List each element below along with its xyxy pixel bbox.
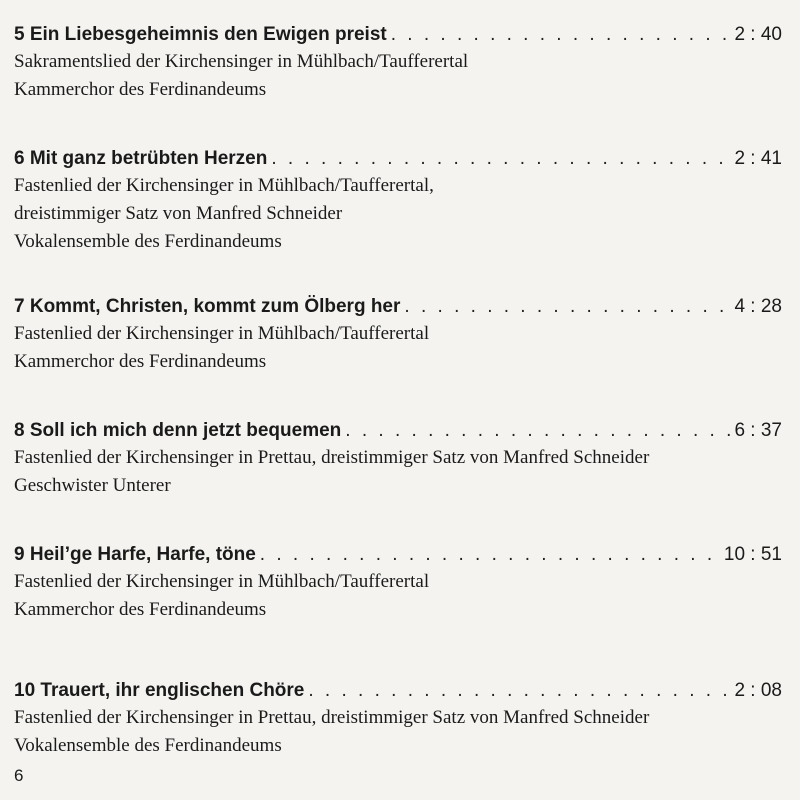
track-duration: 6 : 37 — [734, 420, 782, 441]
track-arrangement: dreistimmiger Satz von Manfred Schneider — [14, 203, 343, 224]
track-performer: Vokalensemble des Ferdinandeums — [14, 231, 282, 252]
track-title-line — [14, 418, 782, 444]
track-title: 7 Kommt, Christen, kommt zum Ölberg her — [14, 296, 401, 317]
dot-leader — [260, 542, 720, 568]
track-performer: Vokalensemble des Ferdinandeums — [14, 735, 282, 756]
page-number: 6 — [14, 766, 24, 785]
track-8 — [14, 418, 782, 500]
track-5 — [14, 22, 782, 104]
track-9 — [14, 542, 782, 624]
dot-leader — [345, 418, 730, 444]
track-10 — [14, 678, 782, 760]
track-title: 9 Heil’ge Harfe, Harfe, töne — [14, 544, 256, 565]
track-title: 8 Soll ich mich denn jetzt bequemen — [14, 420, 342, 441]
track-performer: Kammerchor des Ferdinandeums — [14, 599, 267, 620]
track-description: Fastenlied der Kirchensinger in Mühlbach/Taufferertal, — [14, 175, 434, 196]
track-description: Fastenlied der Kirchensinger in Mühlbach/Taufferertal — [14, 571, 430, 592]
track-7 — [14, 294, 782, 376]
track-description: Sakramentslied der Kirchensinger in Mühlbach/Taufferertal — [14, 51, 469, 72]
track-description: Fastenlied der Kirchensinger in Mühlbach/Taufferertal — [14, 323, 430, 344]
track-6 — [14, 146, 782, 256]
dot-leader — [391, 22, 731, 48]
dot-leader — [308, 678, 730, 704]
track-performer: Kammerchor des Ferdinandeums — [14, 351, 267, 372]
track-title-line — [14, 542, 782, 568]
track-duration: 2 : 08 — [734, 680, 782, 701]
track-duration: 10 : 51 — [723, 544, 782, 565]
track-title-line — [14, 22, 782, 48]
track-performer: Kammerchor des Ferdinandeums — [14, 79, 267, 100]
track-duration: 2 : 41 — [734, 148, 782, 169]
track-performer: Geschwister Unterer — [14, 475, 171, 496]
track-title: 6 Mit ganz betrübten Herzen — [14, 148, 268, 169]
track-title: 10 Trauert, ihr englischen Chöre — [14, 680, 305, 701]
track-description: Fastenlied der Kirchensinger in Prettau, dreistimmiger Satz von Manfred Schneider — [14, 447, 650, 468]
dot-leader — [404, 294, 730, 320]
track-title-line — [14, 294, 782, 320]
track-duration: 4 : 28 — [734, 296, 782, 317]
track-description: Fastenlied der Kirchensinger in Prettau, dreistimmiger Satz von Manfred Schneider — [14, 707, 650, 728]
dot-leader — [271, 146, 730, 172]
track-title: 5 Ein Liebesgeheimnis den Ewigen preist — [14, 24, 387, 45]
track-duration: 2 : 40 — [734, 24, 782, 45]
track-title-line — [14, 678, 782, 704]
track-title-line — [14, 146, 782, 172]
